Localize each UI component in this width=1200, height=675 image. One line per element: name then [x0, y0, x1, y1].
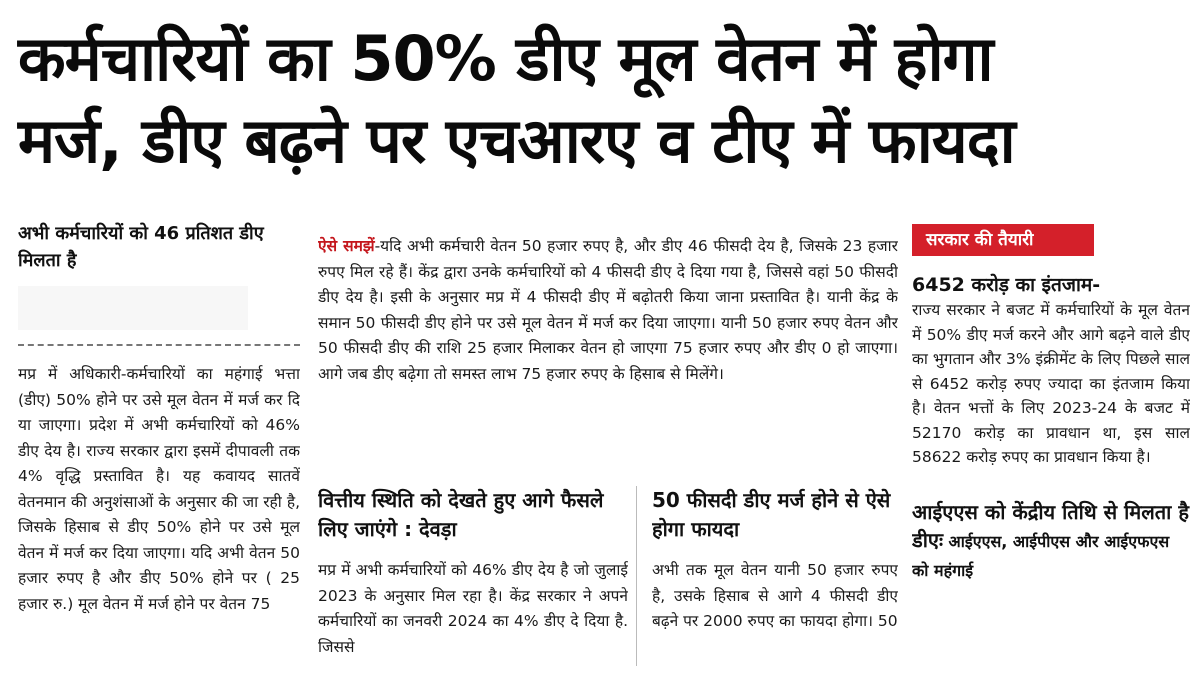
right-body-1: राज्य सरकार ने बजट में कर्मचारियों के मूल वेतन में 50% डीए मर्ज करने और आगे बढ़ने वाले डीए का भुगतान और 3% इंक्रीमेंट के लिए पिछले साल से 6452 करोड़ रुपए ज्यादा का इंतजाम किया है। वेतन भत्तों के लिए 2023-24 के बजट में 52170 करोड़ का प्रावधान था, इस साल 58622 करोड़ रुपए का प्रावधान किया है। [912, 301, 1190, 466]
right-heading-2-text: आईएएस को केंद्रीय तिथि से मिलता है डीएः [912, 499, 1189, 552]
section-tag: सरकार की तैयारी [912, 224, 1094, 256]
section-a-body: मप्र में अभी कर्मचारियों को 46% डीए देय है जो जुलाई 2023 के अनुसार मिल रहा है। केंद्र सरकार ने अपने कर्मचारियों का जनवरी 2024 का 4% डीए दे दिया है. जिससे [318, 561, 628, 656]
headline [18, 18, 1178, 182]
column-divider [636, 486, 637, 666]
headline-line-1: कर्मचारियों का 50% डीए मूल वेतन में होगा [18, 22, 993, 95]
section-b-heading: 50 फीसदी डीए मर्ज होने से ऐसे होगा फायदा [652, 488, 891, 541]
middle-paragraph [318, 234, 898, 387]
middle-column [318, 234, 898, 464]
right-column [912, 224, 1190, 675]
left-subheading: अभी कर्मचारियों को 46 प्रतिशत डीए मिलता है [18, 223, 264, 271]
middle-body-text: -यदि अभी कर्मचारी वेतन 50 हजार रुपए है, और डीए 46 फीसदी देय है, जिसके 23 हजार रुपए मिल रहे हैं। केंद्र द्वारा उनके कर्मचारियों को 4 फीसदी डीए दे दिया गया है, जिससे वहां 50 फीसदी डीए देय है। इसी के अनुसार मप्र में 4 फीसदी डीए में बढ़ोतरी किया जाना प्रस्तावित है। यानी केंद्र के समान 50 फीसदी डीए होने पर उसे मूल वेतन में मर्ज कर दिया जाएगा। यानी 50 हजार रुपए वेतन और 50 फीसदी डीए की राशि 25 हजार मिलाकर वेतन हो जाएगा 75 हजार रुपए और डीए 0 हो जाएगा। आगे जब डीए बढ़ेगा तो समस्त लाभ 75 हजार रुपए के हिसाब से मिलेंगे। [318, 237, 898, 383]
section-a [318, 486, 628, 675]
left-body-text: मप्र में अधिकारी-कर्मचारियों का महंगाई भत्ता (डीए) 50% होने पर उसे मूल वेतन में मर्ज कर दि या जाएगा। प्रदेश में अभी कर्मचारियों को 46% डीए देय है। राज्य सरकार द्वारा इसमें दीपावली तक 4% वृद्धि प्रस्तावित है। यह कवायद सातवें वेतनमान की अनुशंसाओं के अनुसार की जा रही है, जिसके हिसाब से डीए 50% होने पर उसे मूल वेतन में मर्ज कर दिया जाएगा। यदि अभी वेतन 50 हजार रुपए है और डीए 50% होने पर ( 25 हजार रु.) मूल वेतन में मर्ज होने पर वेतन 75 [18, 365, 300, 613]
section-b [652, 486, 898, 675]
right-heading-2 [912, 498, 1190, 584]
kicker-label: ऐसे समझें [318, 237, 375, 255]
section-b-body: अभी तक मूल वेतन यानी 50 हजार रुपए है, उसके हिसाब से आगे 4 फीसदी डीए बढ़ने पर 2000 रुपए का फायदा होगा। 50 [652, 561, 898, 630]
section-a-heading: वित्तीय स्थिति को देखते हुए आगे फैसले लिए जाएंगे : देवड़ा [318, 488, 604, 541]
dashed-divider [18, 344, 300, 346]
headline-line-2: मर्ज, डीए बढ़ने पर एचआरए व टीए में फायदा [18, 104, 1015, 177]
blank-box [18, 286, 248, 330]
right-body-2: आईएएस, आईपीएस और आईएफएस को महंगाई [912, 531, 1170, 580]
right-heading-1: 6452 करोड़ का इंतजाम- [912, 274, 1101, 296]
left-column [18, 220, 300, 675]
